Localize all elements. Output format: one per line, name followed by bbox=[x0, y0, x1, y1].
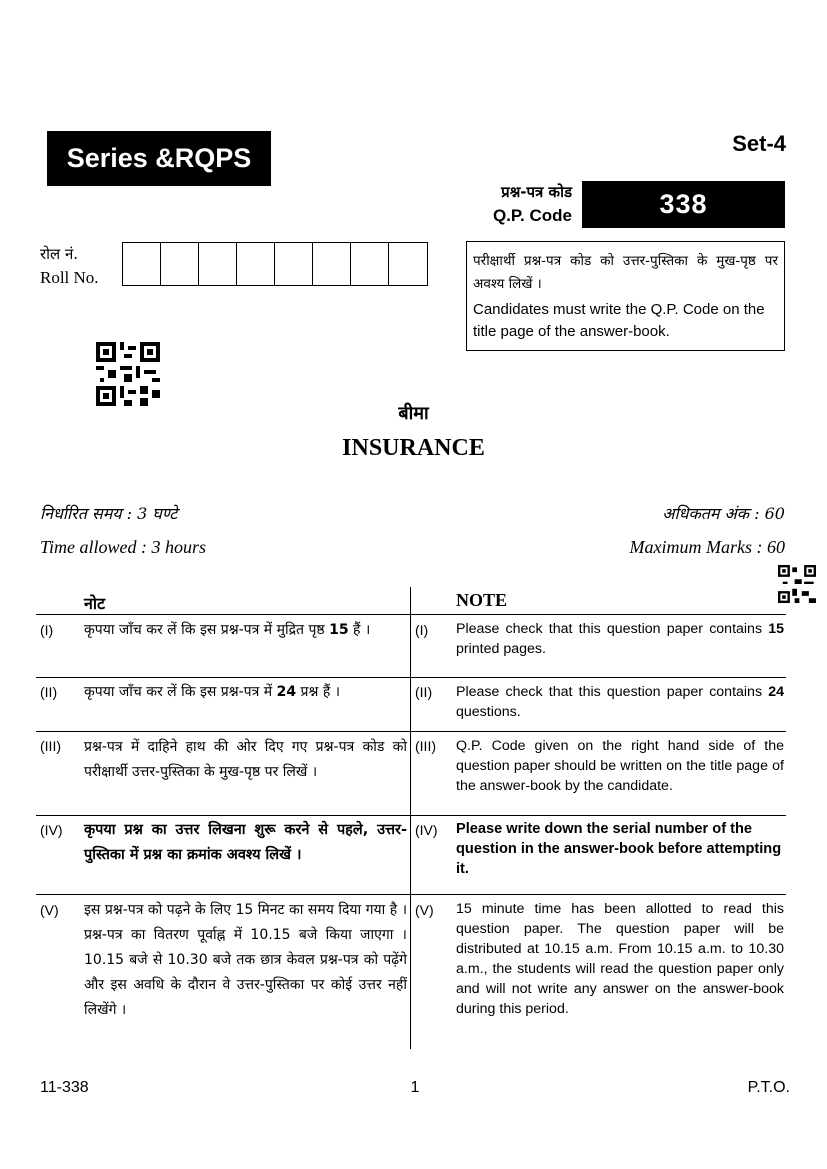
note-text: Please check that this question paper contains 24 questions. bbox=[456, 684, 784, 720]
pto-label: P.T.O. bbox=[747, 1079, 790, 1096]
paper-code-footer: 11-338 bbox=[40, 1079, 89, 1096]
note-text: 15 minute time has been allotted to read this question paper. The question paper will be distributed at 10.15 a.m. From 10.15 a.m. to 10.30 a.m., the students will read the question paper only and will not write any answer on the answer-book during this period. bbox=[456, 901, 784, 1017]
page-number: 1 bbox=[410, 1079, 420, 1096]
candidate-instruction-hindi: परीक्षार्थी प्रश्न-पत्र कोड को उत्तर-पुस्तिका के मुख-पृष्ठ पर अवश्य लिखें । bbox=[473, 253, 778, 292]
row-divider bbox=[36, 677, 786, 678]
note-number: (I) bbox=[415, 622, 429, 638]
qp-code-label-hindi: प्रश्न-पत्र कोड bbox=[501, 183, 572, 201]
roll-number-boxes[interactable] bbox=[122, 242, 428, 286]
roll-label-hindi: रोल नं. bbox=[40, 245, 79, 263]
roll-digit-box[interactable] bbox=[389, 243, 427, 285]
qr-code-icon bbox=[96, 342, 160, 406]
roll-digit-box[interactable] bbox=[351, 243, 389, 285]
roll-digit-box[interactable] bbox=[161, 243, 199, 285]
row-divider bbox=[36, 815, 786, 816]
note-text-hindi: कृपया प्रश्न का उत्तर लिखना शुरू करने से पहले, उत्तर-पुस्तिका में प्रश्न का क्रमांक अवश्य लिखें । bbox=[84, 822, 407, 863]
note-number-hindi: (II) bbox=[40, 684, 58, 700]
note-number-hindi: (III) bbox=[40, 738, 61, 754]
row-divider bbox=[36, 731, 786, 732]
note-number-hindi: (I) bbox=[40, 622, 54, 638]
note-header-hindi: नोट bbox=[84, 594, 106, 613]
roll-digit-box[interactable] bbox=[199, 243, 237, 285]
column-divider bbox=[410, 587, 411, 1049]
candidate-instruction-english: Candidates must write the Q.P. Code on the title page of the answer-book. bbox=[473, 301, 765, 340]
qp-code-value: 338 bbox=[582, 181, 785, 228]
set-label: Set-4 bbox=[732, 131, 786, 156]
note-number: (III) bbox=[415, 738, 436, 754]
subject-title: INSURANCE bbox=[342, 435, 485, 461]
row-divider bbox=[36, 894, 786, 895]
roll-label: Roll No. bbox=[40, 268, 99, 287]
roll-digit-box[interactable] bbox=[313, 243, 351, 285]
roll-digit-box[interactable] bbox=[275, 243, 313, 285]
note-number-hindi: (V) bbox=[40, 902, 59, 918]
note-text-hindi: प्रश्न-पत्र में दाहिने हाथ की ओर दिए गए प्रश्न-पत्र कोड को परीक्षार्थी उत्तर-पुस्तिका के मुख-पृष्ठ पर लिखें । bbox=[84, 739, 407, 780]
qp-code-label: Q.P. Code bbox=[492, 206, 572, 225]
qr-code-icon bbox=[778, 565, 816, 603]
note-number-hindi: (IV) bbox=[40, 822, 63, 838]
candidate-instruction-box bbox=[466, 241, 785, 351]
max-marks: Maximum Marks : 60 bbox=[629, 537, 785, 557]
note-text: Please write down the serial number of the question in the answer-book before attempting it. bbox=[456, 821, 782, 877]
note-number: (V) bbox=[415, 902, 434, 918]
note-number: (II) bbox=[415, 684, 433, 700]
note-header: NOTE bbox=[456, 590, 508, 610]
note-text-hindi: कृपया जाँच कर लें कि इस प्रश्न-पत्र में मुद्रित पृष्ठ 15 हैं । bbox=[84, 622, 371, 638]
roll-digit-box[interactable] bbox=[123, 243, 161, 285]
max-marks-hindi: अधिकतम अंक : 60 bbox=[662, 504, 785, 523]
note-text-hindi: इस प्रश्न-पत्र को पढ़ने के लिए 15 मिनट का समय दिया गया है । प्रश्न-पत्र का वितरण पूर्वाह्न में 10.15 बजे किया जाएगा । 10.15 बजे से 10.30 बजे तक छात्र केवल प्रश्न-पत्र को पढ़ेंगे और इस अवधि के दौरान वे उत्तर-पुस्तिका पर कोई उत्तर नहीं लिखेंगे । bbox=[84, 902, 407, 1018]
series-label: Series &RQPS bbox=[47, 131, 271, 186]
note-number: (IV) bbox=[415, 822, 438, 838]
time-allowed-hindi: निर्धारित समय : 3 घण्टे bbox=[40, 504, 178, 523]
subject-title-hindi: बीमा bbox=[398, 403, 429, 424]
time-allowed: Time allowed : 3 hours bbox=[40, 537, 207, 557]
roll-digit-box[interactable] bbox=[237, 243, 275, 285]
note-text: Q.P. Code given on the right hand side of the question paper should be written on the title page of the answer-book by the candidate. bbox=[456, 738, 784, 794]
row-divider bbox=[36, 614, 786, 615]
note-text: Please check that this question paper contains 15 printed pages. bbox=[456, 621, 784, 657]
note-text-hindi: कृपया जाँच कर लें कि इस प्रश्न-पत्र में 24 प्रश्न हैं । bbox=[84, 684, 341, 700]
